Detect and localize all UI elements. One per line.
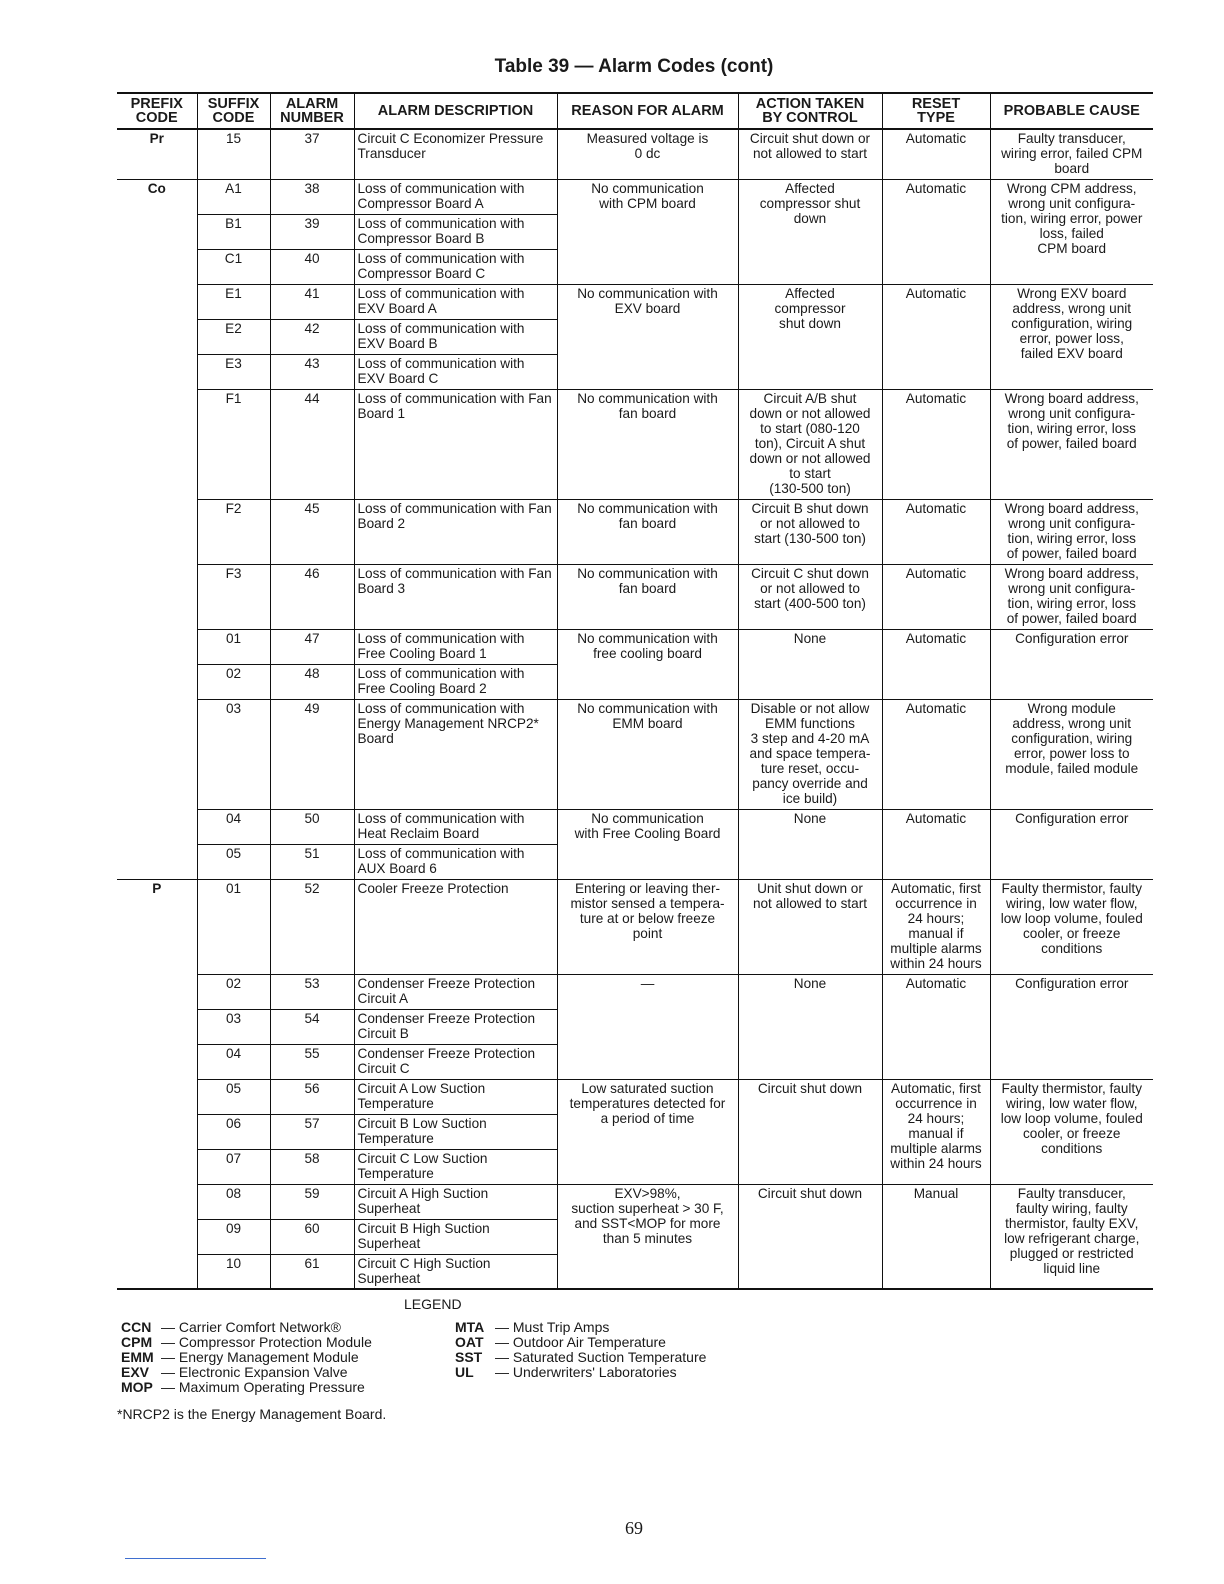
legend-abbreviation: UL xyxy=(455,1364,474,1380)
alarm-number-cell: 59 xyxy=(270,1184,354,1219)
reset-type-cell: Automatic xyxy=(882,974,990,1079)
reset-type-cell: Automatic xyxy=(882,699,990,809)
probable-cause-cell: Configuration error xyxy=(990,809,1153,879)
table-header-row xyxy=(117,93,1153,129)
legend-entry xyxy=(121,1380,372,1395)
reason-cell: No communication with CPM board xyxy=(557,179,738,284)
probable-cause-cell: Faulty transducer, wiring error, failed CPM board xyxy=(990,129,1153,179)
alarm-description-cell: Loss of communication with Compressor Board B xyxy=(354,214,557,249)
alarm-description-cell: Loss of communication with Free Cooling Board 2 xyxy=(354,664,557,699)
reset-type-cell: Automatic, first occurrence in 24 hours; manual if multiple alarms within 24 hours xyxy=(882,879,990,974)
reset-type-cell: Automatic, first occurrence in 24 hours; manual if multiple alarms within 24 hours xyxy=(882,1079,990,1184)
alarm-number-cell: 43 xyxy=(270,354,354,389)
legend-definition: — Underwriters' Laboratories xyxy=(495,1364,677,1380)
alarm-number-cell: 37 xyxy=(270,129,354,179)
table-title: Table 39 — Alarm Codes (cont) xyxy=(494,56,774,77)
suffix-code-cell: E1 xyxy=(197,284,270,319)
suffix-code-cell: 05 xyxy=(197,1079,270,1114)
legend-abbreviation: OAT xyxy=(455,1334,484,1350)
probable-cause-cell: Faulty transducer, faulty wiring, faulty thermistor, faulty EXV, low refrigerant charge, plugged or restricted liquid line xyxy=(990,1184,1153,1289)
prefix-code-cell: Pr xyxy=(117,129,197,179)
alarm-number-cell: 54 xyxy=(270,1009,354,1044)
action-cell: Circuit shut down xyxy=(738,1079,882,1184)
legend-entry xyxy=(455,1335,706,1350)
probable-cause-cell: Wrong board address, wrong unit configura- tion, wiring error, loss of power, failed board xyxy=(990,389,1153,499)
reason-cell: No communication with fan board xyxy=(557,389,738,499)
suffix-code-cell: 02 xyxy=(197,974,270,1009)
probable-cause-cell: Faulty thermistor, faulty wiring, low water flow, low loop volume, fouled cooler, or freeze conditions xyxy=(990,1079,1153,1184)
alarm-number-cell: 50 xyxy=(270,809,354,844)
alarm-description-cell: Condenser Freeze Protection Circuit C xyxy=(354,1044,557,1079)
probable-cause-cell: Wrong board address, wrong unit configura- tion, wiring error, loss of power, failed board xyxy=(990,499,1153,564)
suffix-code-cell: 03 xyxy=(197,699,270,809)
header-cell: ACTION TAKEN BY CONTROL xyxy=(738,93,882,129)
suffix-code-cell: 06 xyxy=(197,1114,270,1149)
reason-cell: No communication with free cooling board xyxy=(557,629,738,699)
reason-cell: No communication with fan board xyxy=(557,499,738,564)
suffix-code-cell: E2 xyxy=(197,319,270,354)
reason-cell: No communication with EMM board xyxy=(557,699,738,809)
legend-abbreviation: EXV xyxy=(121,1364,150,1380)
footnote: *NRCP2 is the Energy Management Board. xyxy=(117,1406,387,1422)
table-row xyxy=(117,129,1153,179)
alarm-description-cell: Circuit C Low Suction Temperature xyxy=(354,1149,557,1184)
alarm-number-cell: 39 xyxy=(270,214,354,249)
legend-definition: — Electronic Expansion Valve xyxy=(161,1364,348,1380)
action-cell: Unit shut down or not allowed to start xyxy=(738,879,882,974)
alarm-description-cell: Loss of communication with Heat Reclaim Board xyxy=(354,809,557,844)
alarm-description-cell: Loss of communication with Free Cooling Board 1 xyxy=(354,629,557,664)
suffix-code-cell: 09 xyxy=(197,1219,270,1254)
legend-abbreviation: MOP xyxy=(121,1379,153,1395)
action-cell: Circuit shut down xyxy=(738,1184,882,1289)
action-cell: None xyxy=(738,809,882,879)
suffix-code-cell: C1 xyxy=(197,249,270,284)
reason-cell: EXV>98%, suction superheat > 30 F, and SST<MOP for more than 5 minutes xyxy=(557,1184,738,1289)
legend-title: LEGEND xyxy=(404,1296,462,1312)
reason-cell: Low saturated suction temperatures detected for a period of time xyxy=(557,1079,738,1184)
suffix-code-cell: F1 xyxy=(197,389,270,499)
suffix-code-cell: 04 xyxy=(197,1044,270,1079)
suffix-code-cell: 08 xyxy=(197,1184,270,1219)
reset-type-cell: Automatic xyxy=(882,389,990,499)
suffix-code-cell: 02 xyxy=(197,664,270,699)
legend-entry xyxy=(121,1335,372,1350)
header-cell: RESET TYPE xyxy=(882,93,990,129)
alarm-description-cell: Circuit A High Suction Superheat xyxy=(354,1184,557,1219)
alarm-number-cell: 56 xyxy=(270,1079,354,1114)
action-cell: None xyxy=(738,629,882,699)
reason-cell: Entering or leaving ther- mistor sensed a tempera- ture at or below freeze point xyxy=(557,879,738,974)
suffix-code-cell: B1 xyxy=(197,214,270,249)
suffix-code-cell: E3 xyxy=(197,354,270,389)
reset-type-cell: Manual xyxy=(882,1184,990,1289)
alarm-number-cell: 44 xyxy=(270,389,354,499)
table-row xyxy=(117,499,1153,564)
reason-cell: No communication with Free Cooling Board xyxy=(557,809,738,879)
probable-cause-cell: Configuration error xyxy=(990,629,1153,699)
alarm-description-cell: Circuit B Low Suction Temperature xyxy=(354,1114,557,1149)
action-cell: Circuit B shut down or not allowed to start (130-500 ton) xyxy=(738,499,882,564)
alarm-description-cell: Condenser Freeze Protection Circuit A xyxy=(354,974,557,1009)
suffix-code-cell: A1 xyxy=(197,179,270,214)
action-cell: Circuit shut down or not allowed to start xyxy=(738,129,882,179)
probable-cause-cell: Wrong EXV board address, wrong unit configuration, wiring error, power loss, failed EXV board xyxy=(990,284,1153,389)
alarm-number-cell: 46 xyxy=(270,564,354,629)
alarm-number-cell: 40 xyxy=(270,249,354,284)
legend-abbreviation: CCN xyxy=(121,1319,152,1335)
alarm-description-cell: Loss of communication with Fan Board 3 xyxy=(354,564,557,629)
reset-type-cell: Automatic xyxy=(882,284,990,389)
footer-rule xyxy=(125,1558,266,1559)
reset-type-cell: Automatic xyxy=(882,129,990,179)
alarm-description-cell: Loss of communication with EXV Board C xyxy=(354,354,557,389)
legend-entry xyxy=(455,1350,706,1365)
legend-definition: — Outdoor Air Temperature xyxy=(495,1334,666,1350)
alarm-description-cell: Circuit B High Suction Superheat xyxy=(354,1219,557,1254)
suffix-code-cell: F2 xyxy=(197,499,270,564)
table-row xyxy=(117,879,1153,974)
alarm-number-cell: 38 xyxy=(270,179,354,214)
alarm-description-cell: Loss of communication with Fan Board 2 xyxy=(354,499,557,564)
alarm-description-cell: Circuit C Economizer Pressure Transducer xyxy=(354,129,557,179)
alarm-number-cell: 57 xyxy=(270,1114,354,1149)
suffix-code-cell: F3 xyxy=(197,564,270,629)
header-cell: ALARM DESCRIPTION xyxy=(354,93,557,129)
legend-right-column xyxy=(455,1320,706,1380)
table-row xyxy=(117,564,1153,629)
alarm-number-cell: 61 xyxy=(270,1254,354,1289)
alarm-description-cell: Loss of communication with EXV Board A xyxy=(354,284,557,319)
alarm-number-cell: 41 xyxy=(270,284,354,319)
legend-definition: — Energy Management Module xyxy=(161,1349,359,1365)
reset-type-cell: Automatic xyxy=(882,564,990,629)
legend-definition: — Saturated Suction Temperature xyxy=(495,1349,707,1365)
reset-type-cell: Automatic xyxy=(882,629,990,699)
prefix-code-cell: P xyxy=(117,879,197,1289)
table-row xyxy=(117,629,1153,664)
probable-cause-cell: Wrong board address, wrong unit configura- tion, wiring error, loss of power, failed board xyxy=(990,564,1153,629)
suffix-code-cell: 01 xyxy=(197,629,270,664)
legend-entry xyxy=(121,1320,372,1335)
suffix-code-cell: 07 xyxy=(197,1149,270,1184)
suffix-code-cell: 05 xyxy=(197,844,270,879)
prefix-code-cell: Co xyxy=(117,179,197,879)
probable-cause-cell: Faulty thermistor, faulty wiring, low water flow, low loop volume, fouled cooler, or freeze conditions xyxy=(990,879,1153,974)
alarm-description-cell: Loss of communication with EXV Board B xyxy=(354,319,557,354)
table-row xyxy=(117,974,1153,1009)
header-cell: REASON FOR ALARM xyxy=(557,93,738,129)
table-row xyxy=(117,284,1153,319)
suffix-code-cell: 04 xyxy=(197,809,270,844)
alarm-description-cell: Condenser Freeze Protection Circuit B xyxy=(354,1009,557,1044)
action-cell: Circuit A/B shut down or not allowed to start (080-120 ton), Circuit A shut down or not allowed to start (130-500 ton) xyxy=(738,389,882,499)
header-cell: PREFIX CODE xyxy=(117,93,197,129)
alarm-number-cell: 47 xyxy=(270,629,354,664)
probable-cause-cell: Wrong CPM address, wrong unit configura- tion, wiring error, power loss, failed CPM board xyxy=(990,179,1153,284)
legend-entry xyxy=(121,1365,372,1380)
alarm-description-cell: Loss of communication with Energy Management NRCP2* Board xyxy=(354,699,557,809)
action-cell: Affected compressor shut down xyxy=(738,284,882,389)
suffix-code-cell: 01 xyxy=(197,879,270,974)
alarm-number-cell: 52 xyxy=(270,879,354,974)
legend-abbreviation: MTA xyxy=(455,1319,485,1335)
alarm-description-cell: Circuit C High Suction Superheat xyxy=(354,1254,557,1289)
alarm-number-cell: 55 xyxy=(270,1044,354,1079)
legend-definition: — Maximum Operating Pressure xyxy=(161,1379,365,1395)
legend-definition: — Must Trip Amps xyxy=(495,1319,610,1335)
table-row xyxy=(117,809,1153,844)
table-row xyxy=(117,1184,1153,1219)
alarm-description-cell: Cooler Freeze Protection xyxy=(354,879,557,974)
action-cell: Circuit C shut down or not allowed to start (400-500 ton) xyxy=(738,564,882,629)
table-row xyxy=(117,1079,1153,1114)
table-row xyxy=(117,699,1153,809)
alarm-number-cell: 51 xyxy=(270,844,354,879)
legend-definition: — Carrier Comfort Network® xyxy=(161,1319,341,1335)
reset-type-cell: Automatic xyxy=(882,499,990,564)
alarm-number-cell: 60 xyxy=(270,1219,354,1254)
alarm-number-cell: 42 xyxy=(270,319,354,354)
action-cell: Affected compressor shut down xyxy=(738,179,882,284)
table-body xyxy=(117,129,1153,1289)
header-cell: SUFFIX CODE xyxy=(197,93,270,129)
alarm-description-cell: Loss of communication with Compressor Board C xyxy=(354,249,557,284)
suffix-code-cell: 10 xyxy=(197,1254,270,1289)
legend-abbreviation: EMM xyxy=(121,1349,154,1365)
alarm-description-cell: Loss of communication with Compressor Board A xyxy=(354,179,557,214)
table-row xyxy=(117,179,1153,214)
reason-cell: Measured voltage is 0 dc xyxy=(557,129,738,179)
suffix-code-cell: 03 xyxy=(197,1009,270,1044)
action-cell: Disable or not allow EMM functions 3 step and 4-20 mA and space tempera- ture reset, occu- pancy override and ice build) xyxy=(738,699,882,809)
legend-entry xyxy=(455,1320,706,1335)
alarm-description-cell: Loss of communication with AUX Board 6 xyxy=(354,844,557,879)
alarm-codes-table xyxy=(117,92,1153,1290)
reason-cell: No communication with EXV board xyxy=(557,284,738,389)
legend-entry xyxy=(121,1350,372,1365)
table-row xyxy=(117,389,1153,499)
legend-definition: — Compressor Protection Module xyxy=(161,1334,372,1350)
reset-type-cell: Automatic xyxy=(882,809,990,879)
legend-abbreviation: CPM xyxy=(121,1334,153,1350)
probable-cause-cell: Configuration error xyxy=(990,974,1153,1079)
alarm-number-cell: 58 xyxy=(270,1149,354,1184)
page-number: 69 xyxy=(625,1518,643,1538)
header-cell: PROBABLE CAUSE xyxy=(990,93,1153,129)
reason-cell: — xyxy=(557,974,738,1079)
reset-type-cell: Automatic xyxy=(882,179,990,284)
alarm-number-cell: 53 xyxy=(270,974,354,1009)
alarm-number-cell: 49 xyxy=(270,699,354,809)
header-cell: ALARM NUMBER xyxy=(270,93,354,129)
alarm-number-cell: 45 xyxy=(270,499,354,564)
legend-abbreviation: SST xyxy=(455,1349,483,1365)
action-cell: None xyxy=(738,974,882,1079)
alarm-number-cell: 48 xyxy=(270,664,354,699)
alarm-description-cell: Loss of communication with Fan Board 1 xyxy=(354,389,557,499)
legend-left-column xyxy=(121,1320,372,1395)
probable-cause-cell: Wrong module address, wrong unit configuration, wiring error, power loss to module, failed module xyxy=(990,699,1153,809)
legend-entry xyxy=(455,1365,706,1380)
suffix-code-cell: 15 xyxy=(197,129,270,179)
alarm-description-cell: Circuit A Low Suction Temperature xyxy=(354,1079,557,1114)
reason-cell: No communication with fan board xyxy=(557,564,738,629)
